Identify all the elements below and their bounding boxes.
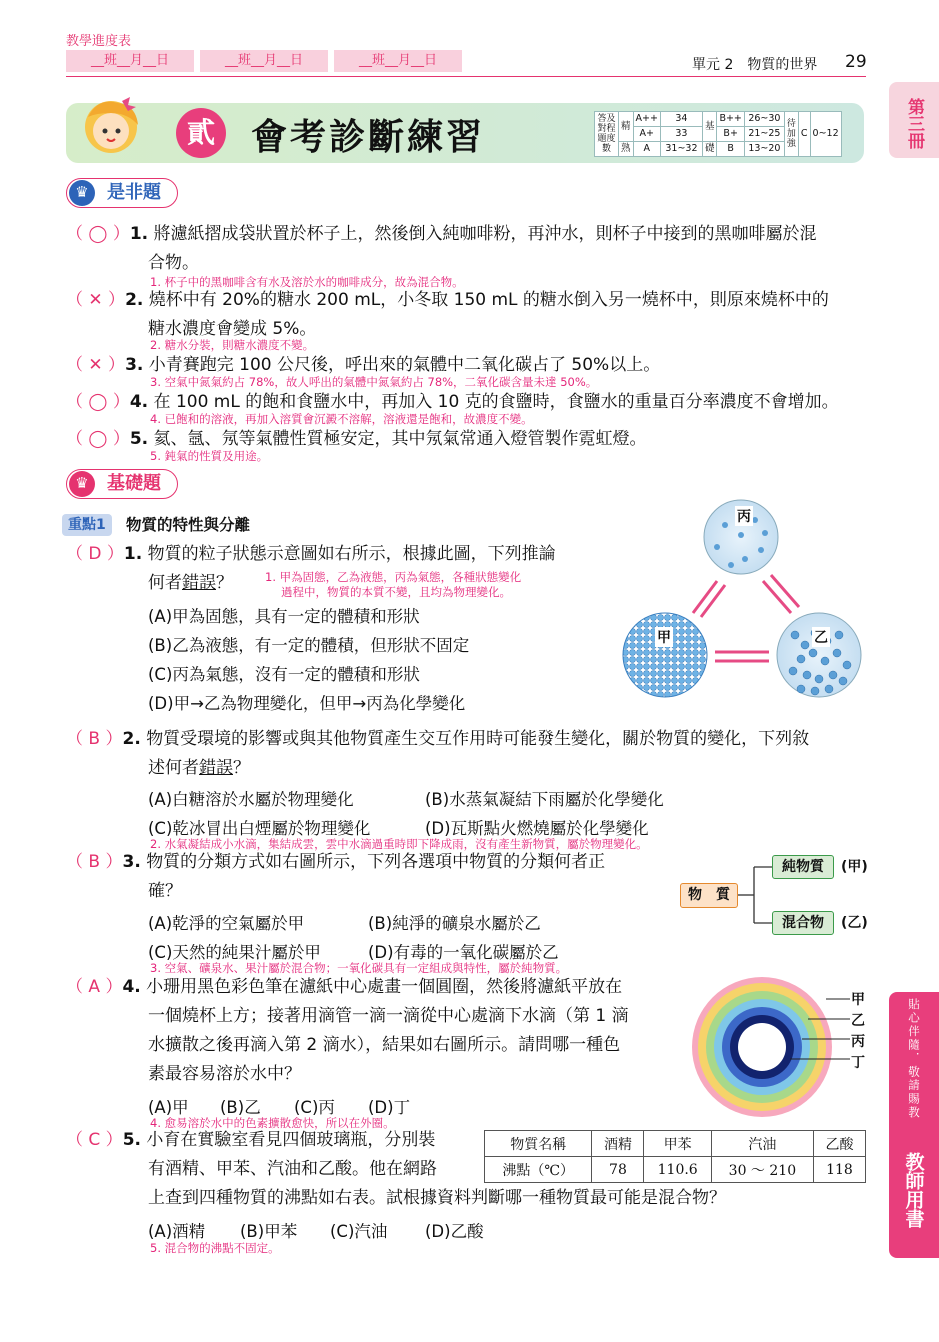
table-header-row xyxy=(485,1131,866,1157)
banner xyxy=(66,103,864,163)
question-number: 4. xyxy=(122,977,141,997)
answer-note: 2. 糖水分裝，則糖水濃度不變。 xyxy=(150,338,315,352)
emphasis-text: 錯誤 xyxy=(199,758,233,778)
score-range-c: 0~12 xyxy=(810,112,841,157)
option-c: (C)天然的純果汁屬於甲 xyxy=(148,943,321,962)
liquid-circle xyxy=(777,613,861,697)
section-basic-title: 基礎題 xyxy=(107,473,161,494)
schedule-title: 教學進度表 xyxy=(66,34,132,49)
running-head-unit: 單元 2 物質的世界 xyxy=(692,57,818,73)
option-a: (A)乾淨的空氣屬於甲 xyxy=(148,914,305,933)
question-text: 物質的分類方式如右圖所示，下列各選項中物質的分類何者正 xyxy=(146,852,606,872)
section-basic-heading xyxy=(66,469,178,499)
tf-item-4: （ ◯ ）4. 在 100 mL 的飽和食鹽水中，再加入 10 克的食鹽時，食鹽水的重量百分率濃度不會增加。 xyxy=(66,392,839,412)
answer-note: 3. 空氣中氮氣約占 78%，故人呼出的氣體中氮氣約占 78%，二氧化碳含量未達 50%。 xyxy=(150,375,598,389)
classification-mixture-tag: (乙) xyxy=(841,915,868,931)
question-number: 3. xyxy=(125,355,144,375)
side-tab-volume xyxy=(889,82,939,158)
text: ？ xyxy=(216,573,233,593)
question-text: 燒杯中有 20%的糖水 200 mL，小冬取 150 mL 的糖水倒入另一燒杯中，則原來燒杯中的 xyxy=(148,290,829,310)
classification-mixture: 混合物 xyxy=(772,911,834,935)
mc-question-4: （ A ）4. 小珊用黑色彩色筆在濾紙中心處畫一個圓圈，然後將濾紙平放在 xyxy=(66,977,623,997)
question-text: 小珊用黑色彩色筆在濾紙中心處畫一個圓圈，然後將濾紙平放在 xyxy=(146,977,623,997)
option-c: (C)汽油 xyxy=(330,1222,388,1241)
page-number: 29 xyxy=(845,52,867,72)
question-number: 2. xyxy=(125,290,144,310)
question-number: 4. xyxy=(129,392,149,412)
text: ？ xyxy=(233,758,250,778)
mc-question-2: （ B ）2. 物質受環境的影響或與其他物質產生交互作用時可能發生變化，關於物質的變化，下列敘 xyxy=(66,729,810,749)
score-label: 答及對程題度數 xyxy=(595,112,619,157)
option-a: (A)甲 xyxy=(148,1098,189,1117)
score-cell: 34 xyxy=(660,112,702,127)
answer-note: 4. 愈易溶於水中的色素擴散愈快，所以在外圈。 xyxy=(150,1116,395,1130)
score-cell: 26~30 xyxy=(744,112,784,127)
crown-icon: ♛ xyxy=(69,471,95,497)
table-header-cell: 物質名稱 xyxy=(485,1131,592,1157)
answer-letter: D xyxy=(88,544,102,564)
option-b: (B)乙 xyxy=(220,1098,261,1117)
answer-note: 3. 空氣、礦泉水、果汁屬於混合物；一氧化碳具有一定組成與特性，屬於純物質。 xyxy=(150,961,568,975)
question-text: 物質受環境的影響或與其他物質產生交互作用時可能發生變化，關於物質的變化，下列敘 xyxy=(146,729,810,749)
answer-note: 1. 杯子中的黑咖啡含有水及溶於水的咖啡成分，故為混合物。 xyxy=(150,275,464,289)
ring-label-1: 甲 xyxy=(851,992,865,1008)
side-tab-volume-label: 第三冊 xyxy=(904,97,924,149)
emphasis-text: 錯誤 xyxy=(182,573,216,593)
option-b: (B)水蒸氣凝結下雨屬於化學變化 xyxy=(425,790,664,809)
table-cell: 30 ～ 210 xyxy=(711,1157,813,1183)
option-a: (A)酒精 xyxy=(148,1222,206,1241)
schedule-cell-2: __班__月__日 xyxy=(200,50,328,72)
option-a: (A)甲為固態，具有一定的體積和形狀 xyxy=(148,607,420,626)
mc-question-1-line2 xyxy=(148,569,233,598)
table-cell: 沸點（℃） xyxy=(485,1157,592,1183)
score-cell: A xyxy=(633,142,660,157)
table-header-cell: 酒精 xyxy=(592,1131,644,1157)
answer-mark: ◯ xyxy=(88,429,108,449)
score-cell: 33 xyxy=(660,127,702,142)
answer-letter: C xyxy=(88,1130,101,1150)
answer-mark: ◯ xyxy=(88,392,108,412)
answer-note: 2. 水氣凝結成小水滴，集結成雲，雲中水滴過重時即下降成雨，沒有產生新物質，屬於物理變化。 xyxy=(150,837,648,851)
side-tab-big-text: 教師用書 xyxy=(902,1152,925,1228)
question-text: 在 100 mL 的飽和食鹽水中，再加入 10 克的食鹽時，食鹽水的重量百分率濃度不會增加。 xyxy=(153,392,839,412)
question-number: 1. xyxy=(123,544,143,564)
classification-pure: 純物質 xyxy=(772,855,834,879)
crown-icon: ♛ xyxy=(69,180,95,206)
mc-question-2-line2 xyxy=(148,754,250,783)
option-c: (C)乾冰冒出白煙屬於物理變化 xyxy=(148,819,371,838)
solid-circle xyxy=(623,613,707,697)
side-tab-small-text: 貼心伴隨．敬請賜教 xyxy=(907,998,921,1120)
answer-mark: ◯ xyxy=(88,224,108,244)
schedule-cell-1: __班__月__日 xyxy=(66,50,194,72)
section-true-false-title: 是非題 xyxy=(107,182,161,203)
score-cell: B+ xyxy=(717,127,744,142)
answer-mark: ✕ xyxy=(88,290,103,310)
score-cell: 21~25 xyxy=(744,127,784,142)
question-number: 2. xyxy=(122,729,141,749)
question-text: 小青賽跑完 100 公尺後，呼出來的氣體中二氧化碳占了 50%以上。 xyxy=(148,355,661,375)
answer-note: 5. 鈍氣的性質及用途。 xyxy=(150,449,269,463)
answer-letter: B xyxy=(88,729,101,749)
score-cell: A++ xyxy=(633,112,660,127)
label-gas: 丙 xyxy=(735,506,753,526)
table-cell: 110.6 xyxy=(644,1157,711,1183)
score-table xyxy=(594,111,842,157)
header-rule xyxy=(66,76,866,77)
answer-mark: ✕ xyxy=(88,355,103,375)
question-number: 3. xyxy=(122,852,141,872)
section-true-false-heading xyxy=(66,178,178,208)
label-solid: 甲 xyxy=(655,627,673,647)
score-grade-c: C xyxy=(798,112,810,157)
mc-question-4-line2: 一個燒杯上方；接著用滴管一滴一滴從中心處滴下水滴（第 1 滴 xyxy=(148,1006,629,1026)
mascot-icon xyxy=(78,95,148,161)
score-cell: 31~32 xyxy=(660,142,702,157)
question-text: 小育在實驗室看見四個玻璃瓶，分別裝 xyxy=(146,1130,436,1150)
question-text: 將濾紙摺成袋狀置於杯子上，然後倒入純咖啡粉，再沖水，則杯子中接到的黑咖啡屬於混 xyxy=(153,224,817,244)
focus-label-text: 重點1 xyxy=(68,517,106,533)
option-a: (A)白糖溶於水屬於物理變化 xyxy=(148,790,354,809)
question-number: 5. xyxy=(122,1130,141,1150)
score-mastery-1: 精 xyxy=(619,112,634,142)
option-d: (D)瓦斯點火燃燒屬於化學變化 xyxy=(425,819,649,838)
classification-pure-tag: (甲) xyxy=(841,859,868,875)
score-needs-work: 待加強 xyxy=(784,112,798,157)
particle-state-diagram xyxy=(615,495,875,720)
table-header-cell: 乙酸 xyxy=(813,1131,865,1157)
mc-question-5-line3: 上查到四種物質的沸點如右表。試根據資料判斷哪一種物質最可能是混合物？ xyxy=(148,1188,726,1208)
label-liquid: 乙 xyxy=(812,627,830,647)
ring-label-2: 乙 xyxy=(851,1013,865,1029)
option-b: (B)純淨的礦泉水屬於乙 xyxy=(368,914,541,933)
mc-question-4-line3: 水擴散之後再滴入第 2 滴水），結果如右圖所示。請問哪一種色 xyxy=(148,1035,621,1055)
option-d: (D)甲→乙為物理變化，但甲→丙為化學變化 xyxy=(148,694,466,713)
table-cell: 118 xyxy=(813,1157,865,1183)
focus-label xyxy=(62,514,112,536)
classification-root: 物 質 xyxy=(680,883,738,908)
mc-question-5: （ C ）5. 小育在實驗室看見四個玻璃瓶，分別裝 xyxy=(66,1130,436,1150)
score-cell: 13~20 xyxy=(744,142,784,157)
table-row xyxy=(485,1157,866,1183)
banner-title: 會考診斷練習 xyxy=(251,117,486,158)
score-cell: A+ xyxy=(633,127,660,142)
option-c: (C)丙為氣態，沒有一定的體積和形狀 xyxy=(148,665,420,684)
option-c: (C)丙 xyxy=(294,1098,335,1117)
table-header-cell: 汽油 xyxy=(711,1131,813,1157)
tf-item-1-line2: 合物。 xyxy=(148,253,199,273)
banner-badge-text: 貳 xyxy=(186,116,215,149)
score-cell: B xyxy=(717,142,744,157)
tf-item-2-line2: 糖水濃度會變成 5%。 xyxy=(148,319,317,339)
option-b: (B)甲苯 xyxy=(240,1222,298,1241)
answer-letter: B xyxy=(88,852,101,872)
boiling-point-table xyxy=(484,1130,866,1183)
option-b: (B)乙為液態，有一定的體積，但形狀不固定 xyxy=(148,636,470,655)
tf-item-3: （ ✕ ）3. 小青賽跑完 100 公尺後，呼出來的氣體中二氧化碳占了 50%以上。 xyxy=(66,355,661,375)
answer-letter: A xyxy=(88,977,101,997)
banner-badge xyxy=(176,108,226,158)
tf-item-5: （ ◯ ）5. 氦、氬、氖等氣體性質極安定，其中氖氣常通入燈管製作霓虹燈。 xyxy=(66,429,647,449)
option-d: (D)有毒的一氧化碳屬於乙 xyxy=(368,943,559,962)
score-basic-1: 基 xyxy=(702,112,717,142)
question-number: 1. xyxy=(129,224,149,244)
chromatography-rings xyxy=(690,975,850,1120)
ring-label-4: 丁 xyxy=(851,1055,865,1071)
mc-question-4-line4: 素最容易溶於水中？ xyxy=(148,1064,301,1084)
option-d: (D)乙酸 xyxy=(425,1222,484,1241)
mc-question-1: （ D ）1. 物質的粒子狀態示意圖如右所示，根據此圖，下列推論 xyxy=(66,544,556,564)
question-text: 物質的粒子狀態示意圖如右所示，根據此圖，下列推論 xyxy=(147,544,556,564)
score-mastery-2: 熟 xyxy=(619,142,634,157)
schedule-cell-3: __班__月__日 xyxy=(334,50,462,72)
score-basic-2: 礎 xyxy=(702,142,717,157)
question-number: 5. xyxy=(129,429,149,449)
tf-item-1: （ ◯ ）1. 將濾紙摺成袋狀置於杯子上，然後倒入純咖啡粉，再沖水，則杯子中接到的黑咖啡屬於混 xyxy=(66,224,817,244)
answer-note: 4. 已飽和的溶液，再加入溶質會沉澱不溶解，溶液還是飽和，故濃度不變。 xyxy=(150,412,533,426)
option-d: (D)丁 xyxy=(368,1098,411,1117)
mc-question-3: （ B ）3. 物質的分類方式如右圖所示，下列各選項中物質的分類何者正 xyxy=(66,852,606,872)
score-cell: B++ xyxy=(717,112,744,127)
answer-note: 5. 混合物的沸點不固定。 xyxy=(150,1241,280,1255)
answer-note: 1. 甲為固態，乙為液態，丙為氣態，各種狀態變化 xyxy=(265,570,522,584)
mc-question-3-line2: 確？ xyxy=(148,881,182,901)
question-text: 氦、氬、氖等氣體性質極安定，其中氖氣常通入燈管製作霓虹燈。 xyxy=(153,429,647,449)
text: 述何者 xyxy=(148,758,199,778)
mc-question-5-line2: 有酒精、甲苯、汽油和乙酸。他在網路 xyxy=(148,1159,437,1179)
table-header-cell: 甲苯 xyxy=(644,1131,711,1157)
table-cell: 78 xyxy=(592,1157,644,1183)
tf-item-2: （ ✕ ）2. 燒杯中有 20%的糖水 200 mL，小冬取 150 mL 的糖水倒入另一燒杯中，則原來燒杯中的 xyxy=(66,290,829,310)
ring-label-3: 丙 xyxy=(851,1034,865,1050)
focus-title: 物質的特性與分離 xyxy=(126,516,251,534)
answer-note: 過程中，物質的本質不變，且均為物理變化。 xyxy=(281,585,511,599)
text: 何者 xyxy=(148,573,182,593)
side-tab-teacher xyxy=(889,992,939,1258)
